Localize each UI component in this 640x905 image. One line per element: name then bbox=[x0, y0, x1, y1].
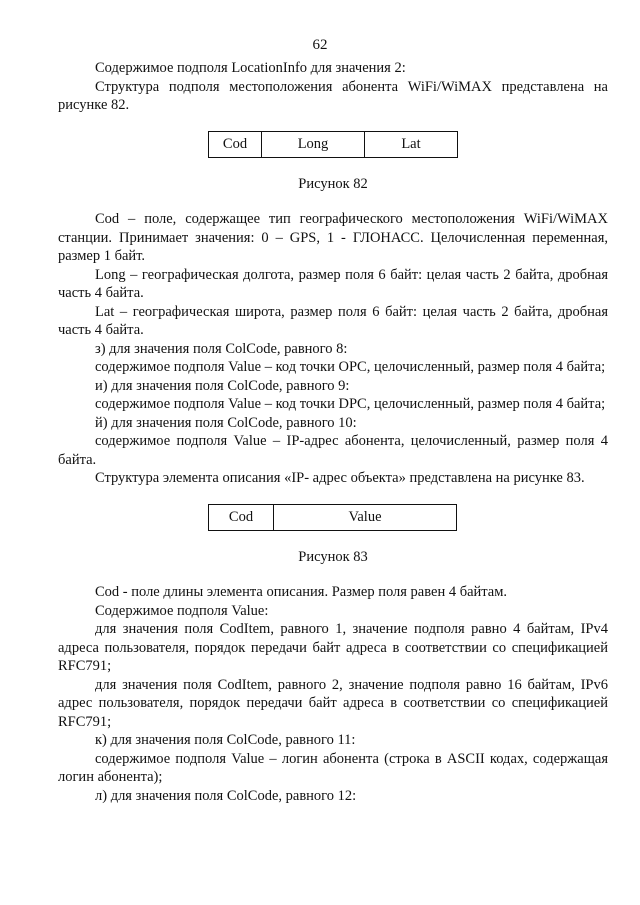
field-cell-cod: Cod bbox=[209, 504, 274, 530]
paragraph: Структура подполя местоположения абонента WiFi/WiMAX представлена на рисунке 82. bbox=[58, 78, 608, 113]
figure-83-caption: Рисунок 83 bbox=[298, 548, 368, 565]
paragraph: к) для значения поля ColCode, равного 11: bbox=[95, 732, 356, 748]
figure-82-caption: Рисунок 82 bbox=[298, 175, 368, 192]
page-number: 62 bbox=[312, 37, 328, 53]
document-body bbox=[58, 59, 608, 805]
paragraph: для значения поля CodItem, равного 1, значение подполя равно 4 байтам, IPv4 адреса пользователя, порядок передачи байт адреса в соответствии со спецификацией RFC791; bbox=[58, 621, 608, 674]
paragraph: содержимое подполя Value – IP-адрес абонента, целочисленный, размер поля 4 байта. bbox=[58, 433, 608, 468]
paragraph: Содержимое подполя Value: bbox=[95, 602, 269, 619]
figure-82-structure-table bbox=[208, 131, 458, 158]
paragraph: Содержимое подполя LocationInfo для значения 2: bbox=[95, 60, 406, 76]
paragraph: для значения поля CodItem, равного 2, значение подполя равно 16 байтам, IPv6 адрес пользователя, порядок передачи байт адреса в соответствии со спецификацией RFC791; bbox=[58, 676, 608, 730]
paragraph: и) для значения поля ColCode, равного 9: bbox=[95, 377, 350, 394]
paragraph: Cod – поле, содержащее тип географического местоположения WiFi/WiMAX станции. Принимает значения: 0 – GPS, 1 - ГЛОНАСС. Целочисленная переменная, размер 1 байт. bbox=[58, 211, 608, 264]
field-cell-lat: Lat bbox=[365, 131, 458, 157]
paragraph: Структура элемента описания «IP- адрес объекта» представлена на рисунке 83. bbox=[95, 470, 585, 486]
field-cell-value: Value bbox=[274, 504, 457, 530]
paragraph: Lat – географическая широта, размер поля 6 байт: целая часть 2 байта, дробная часть 4 байта. bbox=[58, 303, 608, 338]
paragraph: з) для значения поля ColCode, равного 8: bbox=[95, 340, 348, 357]
paragraph: содержимое подполя Value – логин абонента (строка в ASCII кодах, содержащая логин абонента); bbox=[58, 750, 608, 785]
paragraph: содержимое подполя Value – код точки OPC, целочисленный, размер поля 4 байта; bbox=[95, 359, 606, 375]
paragraph: Long – географическая долгота, размер поля 6 байт: целая часть 2 байта, дробная часть 4 байта. bbox=[58, 266, 608, 301]
paragraph: Cod - поле длины элемента описания. Размер поля равен 4 байтам. bbox=[95, 584, 508, 600]
field-cell-long: Long bbox=[262, 131, 365, 157]
paragraph: содержимое подполя Value – код точки DPC, целочисленный, размер поля 4 байта; bbox=[95, 396, 606, 412]
figure-83-structure-table bbox=[208, 504, 457, 531]
field-cell-cod: Cod bbox=[209, 131, 262, 157]
paragraph: л) для значения поля ColCode, равного 12: bbox=[95, 787, 357, 804]
paragraph: й) для значения поля ColCode, равного 10: bbox=[95, 414, 357, 431]
